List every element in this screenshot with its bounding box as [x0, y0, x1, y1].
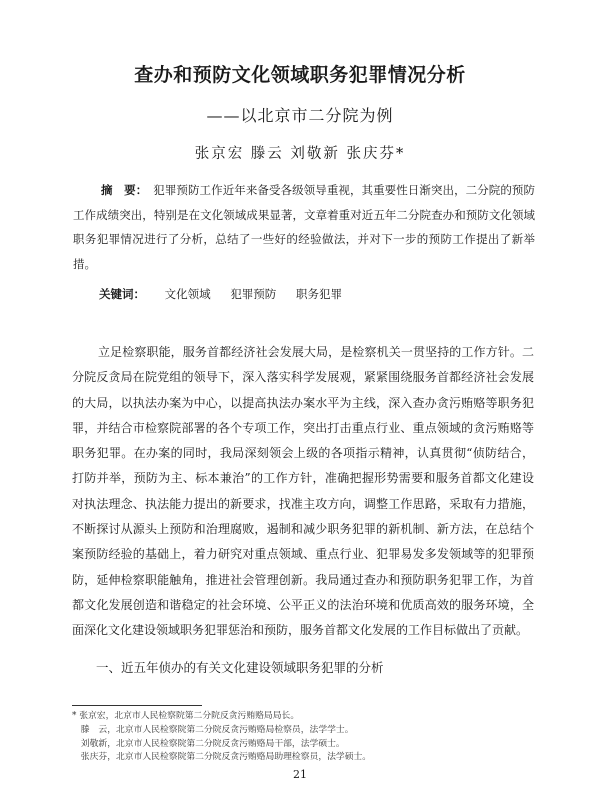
abstract: [73, 178, 535, 276]
paper-title: 查办和预防文化领域职务犯罪情况分析: [134, 64, 466, 86]
keywords-label: 关键词：: [99, 287, 145, 301]
keyword: 文化领域: [164, 287, 211, 301]
footnote: * 张京宏，北京市人民检察院第二分院反贪污贿赂局局长。: [72, 711, 300, 721]
paper-authors: 张京宏 滕云 刘敬新 张庆芬*: [194, 146, 406, 162]
abstract-label: 摘 要：: [101, 183, 148, 197]
keyword: 职务犯罪: [295, 287, 342, 301]
footnote: 刘敬新，北京市人民检察院第二分院反贪污贿赂局干部，法学硕士。: [72, 738, 345, 749]
footnotes: [72, 710, 542, 765]
footnote-divider: [72, 705, 202, 706]
body-paragraph: 立足检察职能，服务首都经济社会发展大局，是检察机关一贯坚持的工作方针。二分院反贪局在院党组的领导下，深入落实科学发展观，紧紧围绕服务首都经济社会发展的大局，以执法办案为中心，以提高执法办案水平为主线，深入查办贪污贿赂等职务犯罪，并结合市检察院部署的各个专项工作，突出打击重点行业、重点领域的贪污贿赂等职务犯罪。在办案的同时，我局深刻领会上级的各项指示精神，认真贯彻“侦防结合，打防并举，预防为主、标本兼治”的工作方针，准确把握形势需要和服务首都文化建设对执法理念、执法能力提出的新要求，找准主攻方向，调整工作思路，采取有力措施，不断探讨从源头上预防和治理腐败，遏制和减少职务犯罪的新机制、新方法，在总结个案预防经验的基础上，着力研究对重点领域、重点行业、犯罪易发多发领域等的犯罪预防，延伸检察职能触角，推进社会管理创新。我局通过查办和预防职务犯罪工作，为首都文化发展创造和谐稳定的社会环境、公平正义的法治环境和优质高效的服务环境，全面深化文化建设领域职务犯罪惩治和预防，服务首都文化发展的工作目标做出了贡献。: [72, 345, 534, 638]
footnote: 张庆芬，北京市人民检察院第二分院反贪污贿赂局助理检察员，法学硕士。: [72, 752, 372, 763]
paper-subtitle: ——以北京市二分院为例: [206, 106, 394, 125]
abstract-text: 犯罪预防工作近年来备受各级领导重视，其重要性日渐突出，二分院的预防工作成绩突出，特别是在文化领域成果显著，文章着重对近五年二分院查办和预防文化领域职务犯罪情况进行了分析，总结了一些好的经验做法，并对下一步的预防工作提出了新举措。: [73, 183, 535, 271]
page-number: 21: [293, 768, 307, 781]
keyword: 犯罪预防: [230, 287, 277, 301]
footnote: 滕 云，北京市人民检察院第二分院反贪污贿赂局检察员，法学学士。: [72, 724, 354, 735]
section-heading: 一、近五年侦办的有关文化建设领域职务犯罪的分析: [96, 660, 384, 675]
keywords: [99, 286, 539, 302]
